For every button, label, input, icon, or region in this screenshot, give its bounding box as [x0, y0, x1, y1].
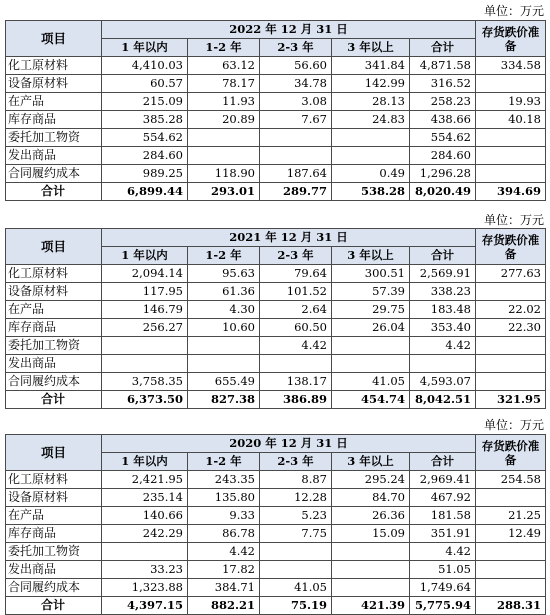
column-header: 3 年以上	[332, 39, 410, 57]
column-header: 2-3 年	[260, 453, 332, 471]
total-cell: 538.28	[332, 183, 410, 201]
table-cell: 33.23	[102, 561, 188, 579]
table-cell: 554.62	[102, 129, 188, 147]
table-row	[6, 561, 546, 579]
table-cell	[476, 561, 546, 579]
table-cell: 86.78	[188, 525, 260, 543]
total-label: 合计	[6, 183, 102, 201]
total-cell: 882.21	[188, 597, 260, 615]
table-cell	[102, 355, 188, 373]
row-label: 合同履约成本	[6, 165, 102, 183]
table-cell: 79.64	[260, 265, 332, 283]
unit-label: 单位：万元	[483, 213, 544, 227]
table-row	[6, 471, 546, 489]
total-label: 合计	[6, 391, 102, 409]
table-cell	[476, 75, 546, 93]
table-cell	[260, 355, 332, 373]
table-row	[6, 319, 546, 337]
table-cell: 142.99	[332, 75, 410, 93]
table-row	[6, 147, 546, 165]
column-header: 1 年以内	[102, 453, 188, 471]
row-label: 在产品	[6, 507, 102, 525]
unit-label: 单位：万元	[483, 4, 544, 18]
table-cell: 34.78	[260, 75, 332, 93]
table-cell: 4,871.58	[410, 57, 476, 75]
table-cell: 5.23	[260, 507, 332, 525]
table-cell: 21.25	[476, 507, 546, 525]
table-cell: 4.42	[188, 543, 260, 561]
table-row	[6, 489, 546, 507]
table-cell	[332, 355, 410, 373]
table-cell	[260, 129, 332, 147]
table-cell: 258.23	[410, 93, 476, 111]
row-label: 发出商品	[6, 561, 102, 579]
table-cell	[260, 543, 332, 561]
table-cell: 95.63	[188, 265, 260, 283]
table-cell: 12.49	[476, 525, 546, 543]
table-cell	[476, 355, 546, 373]
table-cell: 467.92	[410, 489, 476, 507]
table-cell: 56.60	[260, 57, 332, 75]
column-header: 1-2 年	[188, 39, 260, 57]
total-cell: 8,020.49	[410, 183, 476, 201]
table-cell: 118.90	[188, 165, 260, 183]
table-cell: 989.25	[102, 165, 188, 183]
row-label: 委托加工物资	[6, 543, 102, 561]
table-cell: 215.09	[102, 93, 188, 111]
total-cell: 394.69	[476, 183, 546, 201]
table-cell: 243.35	[188, 471, 260, 489]
table-cell: 117.95	[102, 283, 188, 301]
table-row	[6, 301, 546, 319]
row-label: 合同履约成本	[6, 579, 102, 597]
table-cell	[476, 373, 546, 391]
table-cell	[332, 129, 410, 147]
table-cell	[102, 543, 188, 561]
total-cell: 321.95	[476, 391, 546, 409]
table-cell: 284.60	[410, 147, 476, 165]
row-label: 化工原材料	[6, 265, 102, 283]
table-cell: 60.57	[102, 75, 188, 93]
table-cell: 353.40	[410, 319, 476, 337]
table-cell	[476, 283, 546, 301]
column-header: 1-2 年	[188, 247, 260, 265]
table-cell: 2,969.41	[410, 471, 476, 489]
table-cell: 12.28	[260, 489, 332, 507]
column-header: 合计	[410, 39, 476, 57]
row-label: 设备原材料	[6, 283, 102, 301]
table-row	[6, 355, 546, 373]
row-label: 设备原材料	[6, 75, 102, 93]
total-cell: 289.77	[260, 183, 332, 201]
table-cell: 1,296.28	[410, 165, 476, 183]
table-cell: 183.48	[410, 301, 476, 319]
row-label: 在产品	[6, 301, 102, 319]
header-reserve: 存货跌价准备	[476, 229, 546, 265]
column-header: 1 年以内	[102, 39, 188, 57]
table-cell: 138.17	[260, 373, 332, 391]
table-cell: 438.66	[410, 111, 476, 129]
table-cell: 316.52	[410, 75, 476, 93]
table-cell: 4,410.03	[102, 57, 188, 75]
total-cell: 421.39	[332, 597, 410, 615]
table-cell: 61.36	[188, 283, 260, 301]
table-cell: 41.05	[260, 579, 332, 597]
table-cell: 384.71	[188, 579, 260, 597]
table-cell: 140.66	[102, 507, 188, 525]
column-header: 1-2 年	[188, 453, 260, 471]
table-cell: 385.28	[102, 111, 188, 129]
table-cell: 7.75	[260, 525, 332, 543]
row-label: 库存商品	[6, 525, 102, 543]
total-cell: 288.31	[476, 597, 546, 615]
table-cell: 26.36	[332, 507, 410, 525]
table-cell: 10.60	[188, 319, 260, 337]
table-cell: 8.87	[260, 471, 332, 489]
total-cell: 75.19	[260, 597, 332, 615]
row-label: 化工原材料	[6, 57, 102, 75]
table-cell: 181.58	[410, 507, 476, 525]
table-cell	[476, 147, 546, 165]
header-item: 项目	[6, 435, 102, 471]
total-cell: 454.74	[332, 391, 410, 409]
table-cell: 19.93	[476, 93, 546, 111]
table-cell	[476, 543, 546, 561]
row-label: 发出商品	[6, 355, 102, 373]
inventory-age-table-2022	[5, 20, 546, 201]
table-cell: 3,758.35	[102, 373, 188, 391]
unit-label: 单位：万元	[483, 418, 544, 432]
table-cell: 51.05	[410, 561, 476, 579]
total-cell: 6,373.50	[102, 391, 188, 409]
table-row	[6, 265, 546, 283]
table-cell: 1,323.88	[102, 579, 188, 597]
row-label: 委托加工物资	[6, 337, 102, 355]
table-cell: 341.84	[332, 57, 410, 75]
total-cell: 5,775.94	[410, 597, 476, 615]
table-cell: 2,094.14	[102, 265, 188, 283]
total-cell: 8,042.51	[410, 391, 476, 409]
table-cell	[476, 337, 546, 355]
table-cell: 351.91	[410, 525, 476, 543]
table-cell	[188, 147, 260, 165]
header-date: 2022 年 12 月 31 日	[102, 21, 476, 39]
table-cell	[260, 561, 332, 579]
table-row	[6, 129, 546, 147]
table-cell: 4.42	[410, 543, 476, 561]
table-cell: 101.52	[260, 283, 332, 301]
header-date: 2021 年 12 月 31 日	[102, 229, 476, 247]
column-header: 2-3 年	[260, 247, 332, 265]
table-cell: 2.64	[260, 301, 332, 319]
table-cell: 135.80	[188, 489, 260, 507]
table-row	[6, 57, 546, 75]
table-cell: 277.63	[476, 265, 546, 283]
table-row	[6, 543, 546, 561]
table-cell: 40.18	[476, 111, 546, 129]
total-cell: 293.01	[188, 183, 260, 201]
table-cell: 4,593.07	[410, 373, 476, 391]
header-reserve: 存货跌价准备	[476, 21, 546, 57]
table-cell: 295.24	[332, 471, 410, 489]
table-cell	[476, 489, 546, 507]
table-cell	[188, 355, 260, 373]
table-cell	[332, 543, 410, 561]
table-cell: 15.09	[332, 525, 410, 543]
table-cell	[476, 165, 546, 183]
table-cell: 28.13	[332, 93, 410, 111]
table-cell: 300.51	[332, 265, 410, 283]
table-cell: 235.14	[102, 489, 188, 507]
table-cell: 4.42	[260, 337, 332, 355]
inventory-age-table-2021	[5, 228, 546, 409]
table-cell: 11.93	[188, 93, 260, 111]
table-cell	[332, 337, 410, 355]
table-cell: 4.30	[188, 301, 260, 319]
total-cell: 386.89	[260, 391, 332, 409]
table-cell: 60.50	[260, 319, 332, 337]
table-row	[6, 75, 546, 93]
table-cell	[476, 129, 546, 147]
row-label: 合同履约成本	[6, 373, 102, 391]
table-cell	[188, 337, 260, 355]
column-header: 2-3 年	[260, 39, 332, 57]
table-cell	[332, 147, 410, 165]
table-cell: 9.33	[188, 507, 260, 525]
table-cell: 1,749.64	[410, 579, 476, 597]
table-row	[6, 579, 546, 597]
header-reserve: 存货跌价准备	[476, 435, 546, 471]
table-cell	[476, 579, 546, 597]
column-header: 合计	[410, 247, 476, 265]
table-cell: 187.64	[260, 165, 332, 183]
table-cell: 2,569.91	[410, 265, 476, 283]
table-cell: 7.67	[260, 111, 332, 129]
column-header: 1 年以内	[102, 247, 188, 265]
table-cell: 334.58	[476, 57, 546, 75]
table-cell: 3.08	[260, 93, 332, 111]
table-cell: 24.83	[332, 111, 410, 129]
table-cell: 146.79	[102, 301, 188, 319]
table-row	[6, 93, 546, 111]
table-cell: 4.42	[410, 337, 476, 355]
table-cell: 554.62	[410, 129, 476, 147]
table-cell: 0.49	[332, 165, 410, 183]
table-cell: 17.82	[188, 561, 260, 579]
table-cell: 57.39	[332, 283, 410, 301]
row-label: 发出商品	[6, 147, 102, 165]
table-cell: 655.49	[188, 373, 260, 391]
header-item: 项目	[6, 229, 102, 265]
table-cell	[332, 561, 410, 579]
table-cell	[260, 147, 332, 165]
column-header: 3 年以上	[332, 247, 410, 265]
table-row	[6, 283, 546, 301]
row-label: 在产品	[6, 93, 102, 111]
table-cell	[188, 129, 260, 147]
table-cell: 254.58	[476, 471, 546, 489]
table-cell: 256.27	[102, 319, 188, 337]
inventory-age-table-2020	[5, 434, 546, 615]
table-cell: 2,421.95	[102, 471, 188, 489]
total-row	[6, 183, 546, 201]
row-label: 库存商品	[6, 111, 102, 129]
table-cell	[332, 579, 410, 597]
column-header: 合计	[410, 453, 476, 471]
total-label: 合计	[6, 597, 102, 615]
table-row	[6, 525, 546, 543]
header-item: 项目	[6, 21, 102, 57]
total-cell: 827.38	[188, 391, 260, 409]
table-cell: 29.75	[332, 301, 410, 319]
row-label: 库存商品	[6, 319, 102, 337]
table-row	[6, 111, 546, 129]
table-cell: 242.29	[102, 525, 188, 543]
table-cell	[410, 355, 476, 373]
table-cell	[102, 337, 188, 355]
table-cell: 338.23	[410, 283, 476, 301]
table-row	[6, 165, 546, 183]
total-cell: 4,397.15	[102, 597, 188, 615]
table-cell: 63.12	[188, 57, 260, 75]
table-cell: 284.60	[102, 147, 188, 165]
table-cell: 20.89	[188, 111, 260, 129]
table-row	[6, 337, 546, 355]
table-cell: 26.04	[332, 319, 410, 337]
table-cell: 78.17	[188, 75, 260, 93]
total-row	[6, 597, 546, 615]
column-header: 3 年以上	[332, 453, 410, 471]
table-cell: 84.70	[332, 489, 410, 507]
header-date: 2020 年 12 月 31 日	[102, 435, 476, 453]
table-cell: 22.02	[476, 301, 546, 319]
table-row	[6, 507, 546, 525]
row-label: 设备原材料	[6, 489, 102, 507]
table-cell: 22.30	[476, 319, 546, 337]
table-row	[6, 373, 546, 391]
total-row	[6, 391, 546, 409]
total-cell: 6,899.44	[102, 183, 188, 201]
table-cell: 41.05	[332, 373, 410, 391]
row-label: 化工原材料	[6, 471, 102, 489]
row-label: 委托加工物资	[6, 129, 102, 147]
